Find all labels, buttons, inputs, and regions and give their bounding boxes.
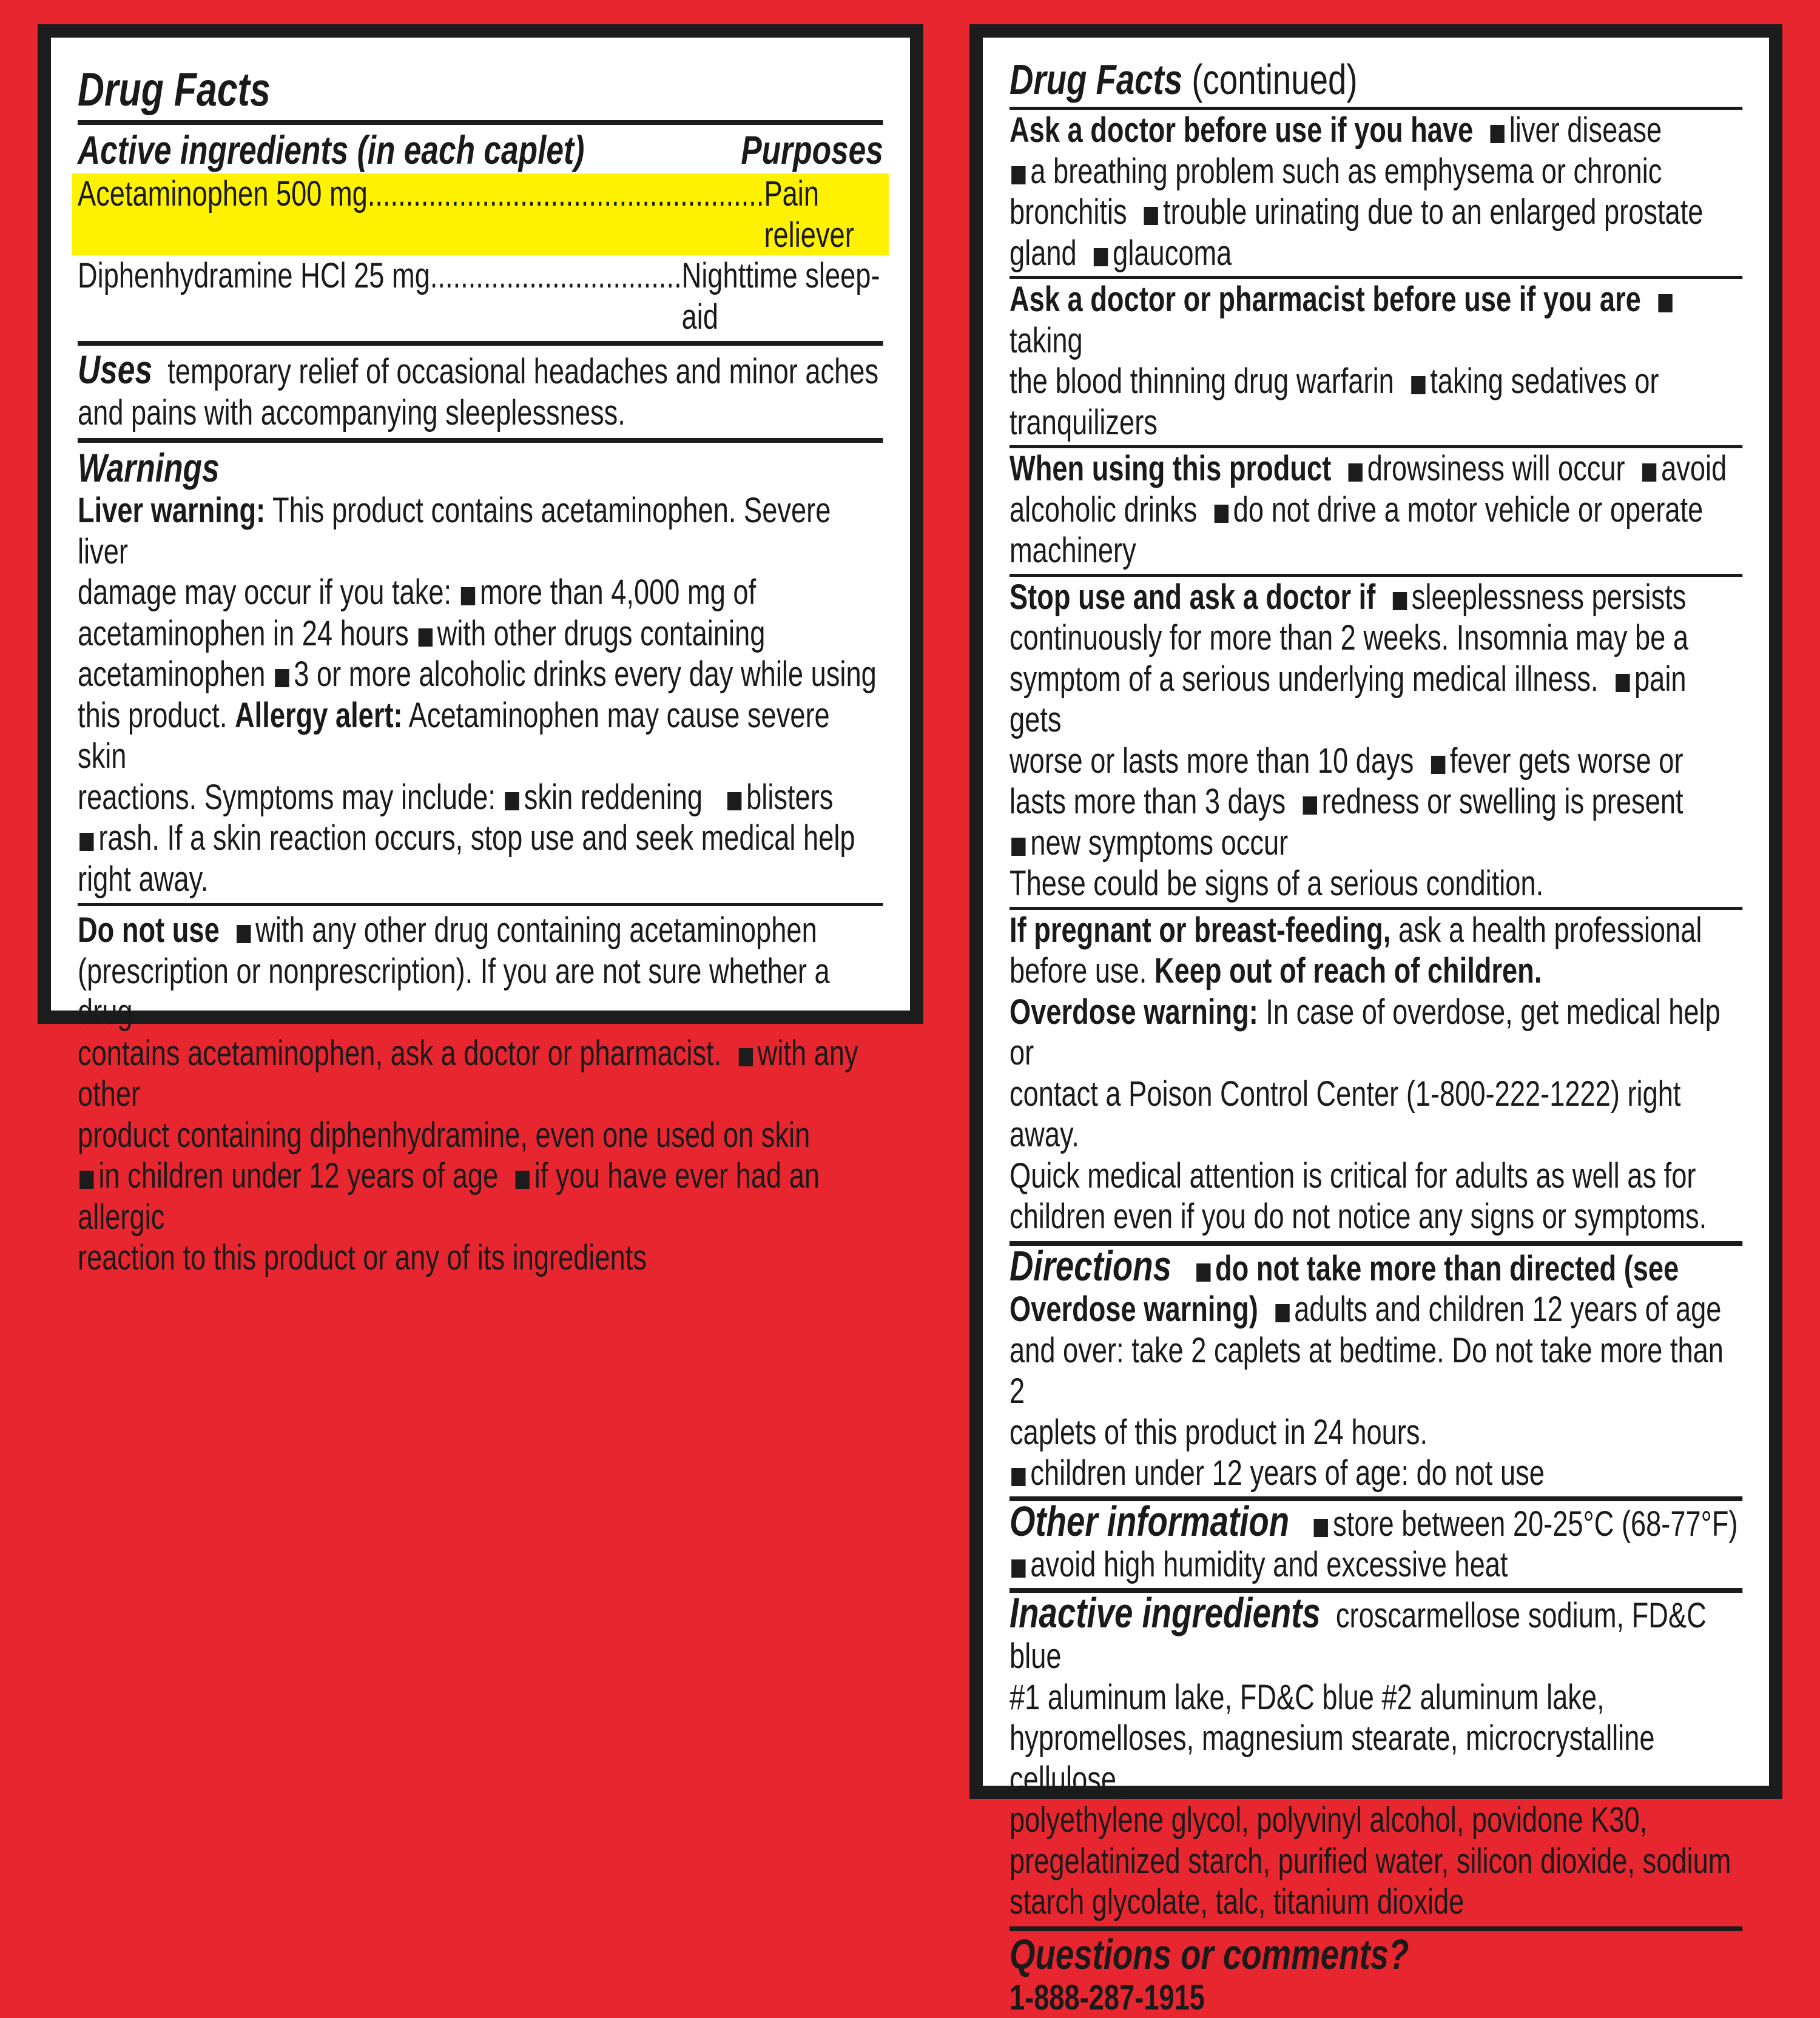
uses-section [78,341,883,438]
ingredient-purpose: Nighttime sleep-aid [682,255,883,337]
bullet-square-icon [79,833,93,851]
bullet-square-icon [738,1048,752,1066]
bullet-square-icon [1215,505,1228,523]
bullet-square-icon [1144,207,1158,225]
bullet-square-icon [1349,463,1363,482]
bullet-square-icon [1011,838,1025,856]
allergy-alert-label: Allergy alert: [235,696,403,735]
bullet-square-icon [237,925,251,943]
ask-doctor-section: Ask a doctor before use if you have liver disease a breathing problem such as emphysema or chronic bronchitis trouble urinating due to an enlarged prostate gland glaucoma [1009,107,1742,276]
other-information-heading: Other information [1009,1498,1289,1545]
inactive-ingredients-section: Inactive ingredients croscarmellose sodium, FD&C blue #1 aluminum lake, FD&C blue #2 aluminum lake, hypromelloses, magnesium stearate, microcrystalline cellulose, polyethylene glycol, polyvinyl alcohol, povidone K30, pregelatinized starch, purified water, silicon dioxide, sodium starch glycolate, talc, titanium dioxide [1009,1588,1742,1926]
bullet-square-icon [1011,1468,1025,1486]
active-ingredients-section [78,120,883,341]
bullet-square-icon [1491,125,1505,143]
warnings-section: Warnings Liver warning: This product contains acetaminophen. Severe liver damage may occur if you take: more than 4,000 mg of acetaminophen in 24 hours with other drugs containing acetaminophen 3 or more alcoholic drinks every day while using this product. Allergy alert: Acetaminophen may cause severe skin reactions. Symptoms may include: skin reddening blisters rash. If a skin reaction occurs, stop use and seek medical help right away. [78,438,883,903]
do-not-use-heading: Do not use [78,910,220,950]
when-using-heading: When using this product [1009,449,1331,488]
ingredient-name: Diphenhydramine HCl 25 mg [78,256,430,295]
keep-out-of-reach: Keep out of reach of children. [1154,951,1542,991]
bullet-square-icon [1431,756,1445,774]
bullet-square-icon [275,669,289,687]
ask-pharmacist-heading: Ask a doctor or pharmacist before use if you are [1009,280,1641,319]
stop-use-section: Stop use and ask a doctor if sleeplessness persists continuously for more than 2 weeks. Insomnia may be a symptom of a serious underlying medical illness. pain gets worse or lasts more than 10 days fever gets worse or lasts more than 3 days redness or swelling is present new symptoms occur These could be signs of a serious condition. [1009,574,1742,907]
ingredient-row-acetaminophen: Acetaminophen 500 mg.................................................... Pain reliever [72,173,889,255]
overdose-warning-label: Overdose warning: [1009,992,1258,1032]
ingredient-name: Acetaminophen 500 mg [78,174,368,214]
ingredient-purpose: Pain reliever [764,173,883,255]
phone-number[interactable]: 1-888-287-1915 [1009,1977,1742,2018]
left-content [78,62,883,1279]
active-ingredients-header: Active ingredients (in each caplet) [78,126,584,173]
questions-section [1009,1926,1742,2018]
drug-facts-panel-left [38,24,923,1024]
other-information-section: Other information store between 20-25°C (68-77°F) avoid high humidity and excessive heat [1009,1496,1742,1588]
when-using-section: When using this product drowsiness will occur avoid alcoholic drinks do not drive a motor vehicle or operate machinery [1009,445,1742,574]
ask-pharmacist-section: Ask a doctor or pharmacist before use if you are taking the blood thinning drug warfarin taking sedatives or tranquilizers [1009,276,1742,445]
ask-doctor-heading: Ask a doctor before use if you have [1009,110,1473,150]
bullet-square-icon [1196,1263,1210,1282]
warnings-heading: Warnings [78,445,883,490]
directions-heading: Directions [1009,1242,1171,1290]
drug-facts-continued-title: Drug Facts (continued) [1009,55,1742,107]
bullet-square-icon [1616,674,1630,692]
drug-facts-title: Drug Facts [78,62,883,120]
bullet-square-icon [1303,796,1316,815]
bullet-square-icon [1658,294,1672,312]
bullet-square-icon [1275,1304,1289,1322]
bullet-square-icon [1011,166,1025,184]
bullet-square-icon [418,628,432,647]
liver-warning-label: Liver warning: [78,491,265,530]
bullet-square-icon [1314,1519,1328,1537]
bullet-square-icon [727,792,741,810]
drug-facts-panel-right [969,24,1782,1799]
poison-control-line: contact a Poison Control Center (1-800-222-1222) right away. [1009,1074,1742,1155]
uses-text-2: and pains with accompanying sleeplessness. [78,392,883,434]
right-content [1009,55,1742,2018]
ingredient-row-diphenhydramine: Diphenhydramine HCl 25 mg................................. Nighttime sleep-aid [78,255,883,341]
bullet-square-icon [1411,376,1425,394]
bullet-square-icon [79,1171,93,1189]
uses-text: temporary relief of occasional headaches and minor aches [167,352,878,391]
inactive-ingredients-heading: Inactive ingredients [1009,1589,1321,1636]
bullet-square-icon [1094,248,1108,266]
bullet-square-icon [461,587,475,605]
directions-section: Directions do not take more than directed (see Overdose warning) adults and children 12 years of age and over: take 2 caplets at bedtime. Do not take more than 2 caplets of this product in 24 hours. children under 12 years of age: do not use [1009,1241,1742,1496]
bullet-square-icon [1393,592,1407,610]
bullet-square-icon [1642,463,1656,482]
bullet-square-icon [505,792,519,810]
pregnant-heading: If pregnant or breast-feeding, [1009,910,1390,950]
questions-heading: Questions or comments? [1009,1931,1742,1977]
stop-use-heading: Stop use and ask a doctor if [1009,577,1375,617]
purposes-header: Purposes [741,126,883,173]
uses-heading: Uses [78,347,152,392]
pregnancy-overdose-section: If pregnant or breast-feeding, ask a health professional before use. Keep out of reach of children. Overdose warning: In case of overdose, get medical help or contact a Poison Control Center (1-800-222-1222) right away. Quick medical attention is critical for adults as well as for children even if you do not notice any signs or symptoms. [1009,907,1742,1241]
bullet-square-icon [516,1171,530,1189]
bullet-square-icon [1011,1559,1025,1578]
do-not-use-section: Do not use with any other drug containing acetaminophen (prescription or nonprescription). If you are not sure whether a drug contains acetaminophen, ask a doctor or pharmacist. with any other product containing diphenhydramine, even one used on skin in children under 12 years of age if you have ever had an allergic reaction to this product or any of its ingredients [78,903,883,1279]
